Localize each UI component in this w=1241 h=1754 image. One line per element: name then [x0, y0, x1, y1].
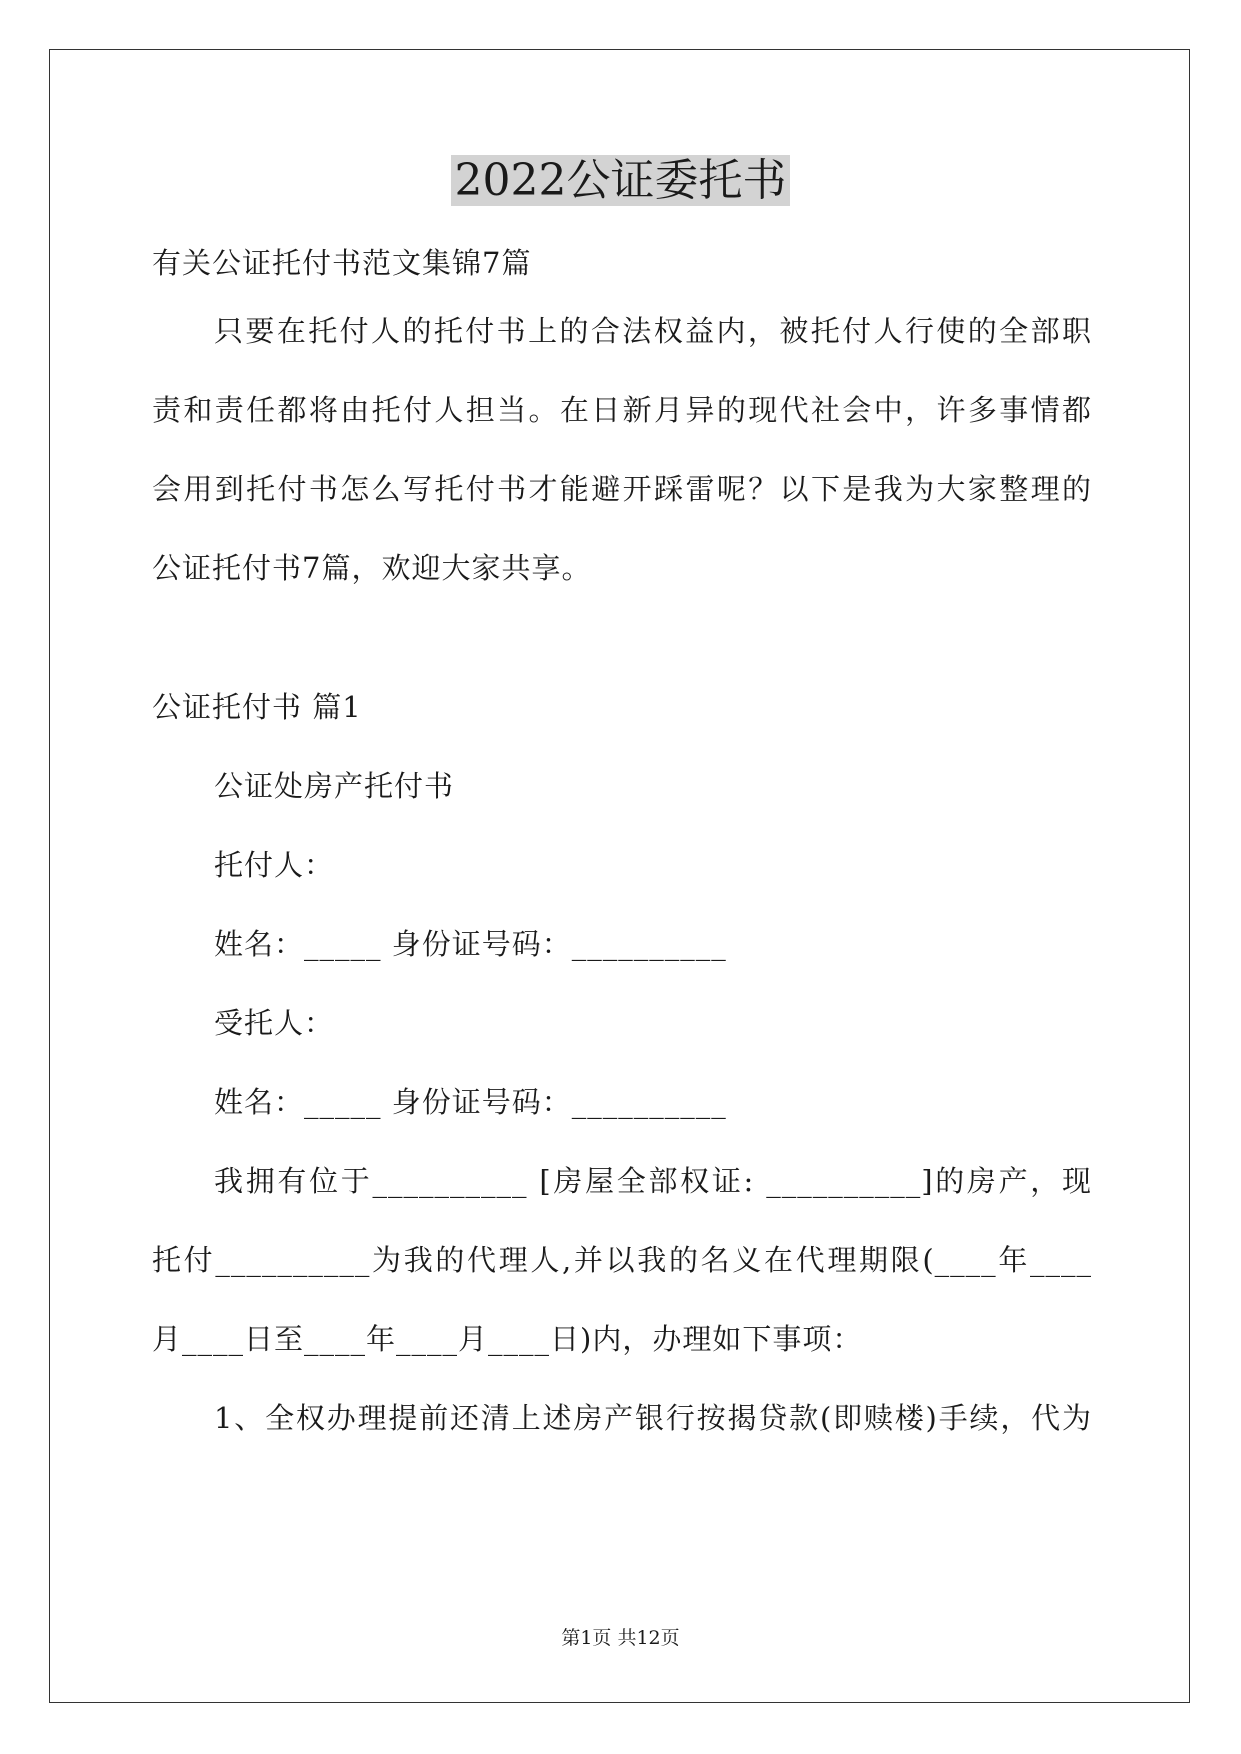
intro-line-4: 公证托付书7篇，欢迎大家共享。: [152, 551, 592, 585]
body-line-5: 姓名：_____ 身份证号码：__________: [214, 1085, 727, 1119]
intro-line-1: 只要在托付人的托付书上的合法权益内，被托付人行使的全部职: [214, 314, 1092, 348]
body-line-6: 我拥有位于__________ [房屋全部权证: __________]的房产，现: [214, 1164, 1092, 1198]
body-line-4: 受托人：: [214, 1006, 335, 1040]
body-line-3: 姓名：_____ 身份证号码：__________: [214, 927, 727, 961]
section-heading: 公证托付书 篇1: [152, 690, 362, 724]
body-line-2: 托付人：: [214, 848, 335, 882]
document-title: 2022公证委托书: [0, 150, 1241, 212]
subtitle: 有关公证托付书范文集锦7篇: [152, 246, 532, 280]
page-footer: 第1页 共12页: [561, 1627, 680, 1649]
body-line-7: 托付__________为我的代理人,并以我的名义在代理期限(____年____: [152, 1243, 1092, 1277]
body-line-8: 月____日至____年____月____日)内，办理如下事项：: [152, 1322, 863, 1356]
body-line-9: 1、全权办理提前还清上述房产银行按揭贷款(即赎楼)手续，代为: [214, 1401, 1092, 1435]
intro-line-2: 责和责任都将由托付人担当。在日新月异的现代社会中，许多事情都: [152, 393, 1092, 427]
body-line-1: 公证处房产托付书: [214, 769, 455, 803]
intro-line-3: 会用到托付书怎么写托付书才能避开踩雷呢？以下是我为大家整理的: [152, 472, 1092, 506]
